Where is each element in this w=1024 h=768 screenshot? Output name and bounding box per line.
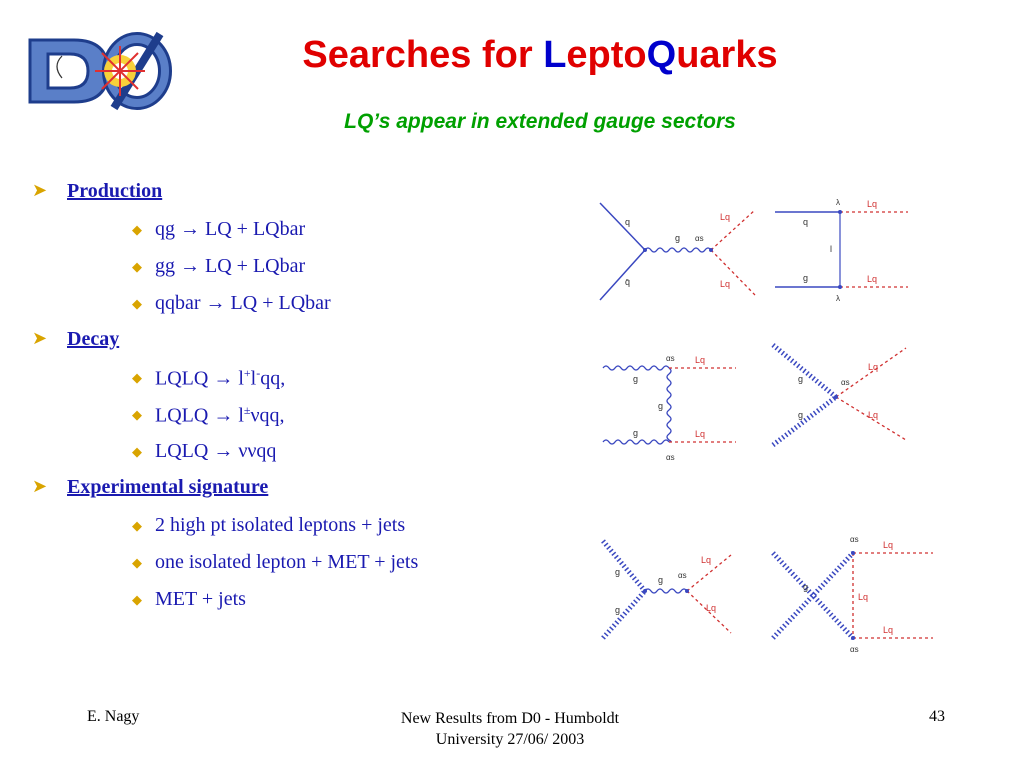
title-L: L bbox=[543, 34, 567, 76]
diagram-label: αs bbox=[841, 378, 850, 387]
diagram-label: g bbox=[803, 582, 809, 592]
diamond-bullet-icon: ◆ bbox=[132, 259, 142, 274]
diagram-label: Lq bbox=[701, 555, 712, 565]
diamond-bullet-icon: ◆ bbox=[132, 555, 142, 570]
diamond-bullet-icon: ◆ bbox=[132, 592, 142, 607]
decay-label: Decay bbox=[67, 328, 120, 350]
diagram-label: Lq bbox=[867, 274, 878, 284]
slide-subtitle: LQ’s appear in extended gauge sectors bbox=[344, 110, 736, 133]
diagram-label: αs bbox=[666, 453, 675, 462]
footer-author: E. Nagy bbox=[87, 708, 140, 725]
diagram-label: λ bbox=[836, 294, 840, 303]
diagram-label: q̄ bbox=[625, 277, 631, 287]
diagram-label: αs bbox=[850, 535, 859, 544]
diamond-bullet-icon: ◆ bbox=[132, 370, 142, 385]
diagram-label: g bbox=[798, 410, 804, 420]
title-Q: Q bbox=[646, 34, 677, 76]
diagram-label: Lq bbox=[858, 592, 869, 602]
feynman-diagram-gg-s-channel bbox=[598, 533, 738, 643]
feynman-diagram-qq-s-channel bbox=[595, 195, 765, 305]
diagram-label: αs bbox=[666, 354, 675, 363]
diagram-label: Lq bbox=[720, 279, 731, 289]
diagram-label: g bbox=[658, 575, 664, 585]
diagram-label: g bbox=[633, 374, 639, 384]
experimental-label: Experimental signature bbox=[67, 476, 269, 498]
feynman-diagram-qq-t-channel bbox=[770, 195, 915, 305]
footer-title: New Results from D0 - Humboldt University 27/06/ 2003 bbox=[400, 710, 620, 748]
diagram-label: g bbox=[658, 401, 664, 411]
title-epto: epto bbox=[566, 34, 647, 76]
diagram-label: g bbox=[803, 273, 809, 283]
diagram-label: q bbox=[625, 217, 631, 227]
arrow-bullet-icon: ➤ bbox=[32, 180, 48, 200]
arrow-bullet-icon: ➤ bbox=[32, 476, 48, 496]
diagram-label: Lq bbox=[868, 410, 879, 420]
diagram-label: Lq bbox=[695, 355, 706, 365]
feynman-diagram-gg-t-channel bbox=[598, 350, 743, 468]
slide-title bbox=[180, 34, 900, 77]
diagram-label: g bbox=[675, 233, 681, 243]
diagram-label: Lq bbox=[867, 199, 878, 209]
diagram-label: λ bbox=[836, 198, 840, 207]
page-number: 43 bbox=[929, 708, 945, 725]
diagram-label: l bbox=[830, 244, 832, 254]
diagram-label: g bbox=[615, 605, 621, 615]
feynman-diagram-gg-contact bbox=[768, 340, 913, 455]
diagram-label: g bbox=[615, 567, 621, 577]
diagram-label: Lq bbox=[883, 540, 894, 550]
diagram-label: Lq bbox=[883, 625, 894, 635]
diagram-label: αs bbox=[695, 234, 704, 243]
diagram-label: Lq bbox=[706, 603, 717, 613]
diamond-bullet-icon: ◆ bbox=[132, 222, 142, 237]
diagram-label: q bbox=[803, 217, 809, 227]
title-part1: Searches for bbox=[302, 34, 544, 76]
diagram-label: Lq bbox=[695, 429, 706, 439]
diagram-label: αs bbox=[678, 571, 687, 580]
diagram-label: αs bbox=[850, 645, 859, 654]
arrow-bullet-icon: ➤ bbox=[32, 328, 48, 348]
diamond-bullet-icon: ◆ bbox=[132, 407, 142, 422]
production-label: Production bbox=[67, 180, 163, 202]
diagram-label: Lq bbox=[868, 362, 879, 372]
title-uarks: uarks bbox=[676, 34, 778, 76]
d0-logo bbox=[22, 26, 172, 116]
diamond-bullet-icon: ◆ bbox=[132, 444, 142, 459]
diagram-label: g bbox=[633, 428, 639, 438]
feynman-diagram-gg-u-channel bbox=[768, 528, 938, 656]
diagram-label: g bbox=[798, 374, 804, 384]
diamond-bullet-icon: ◆ bbox=[132, 518, 142, 533]
diagram-label: Lq bbox=[720, 212, 731, 222]
diamond-bullet-icon: ◆ bbox=[132, 296, 142, 311]
